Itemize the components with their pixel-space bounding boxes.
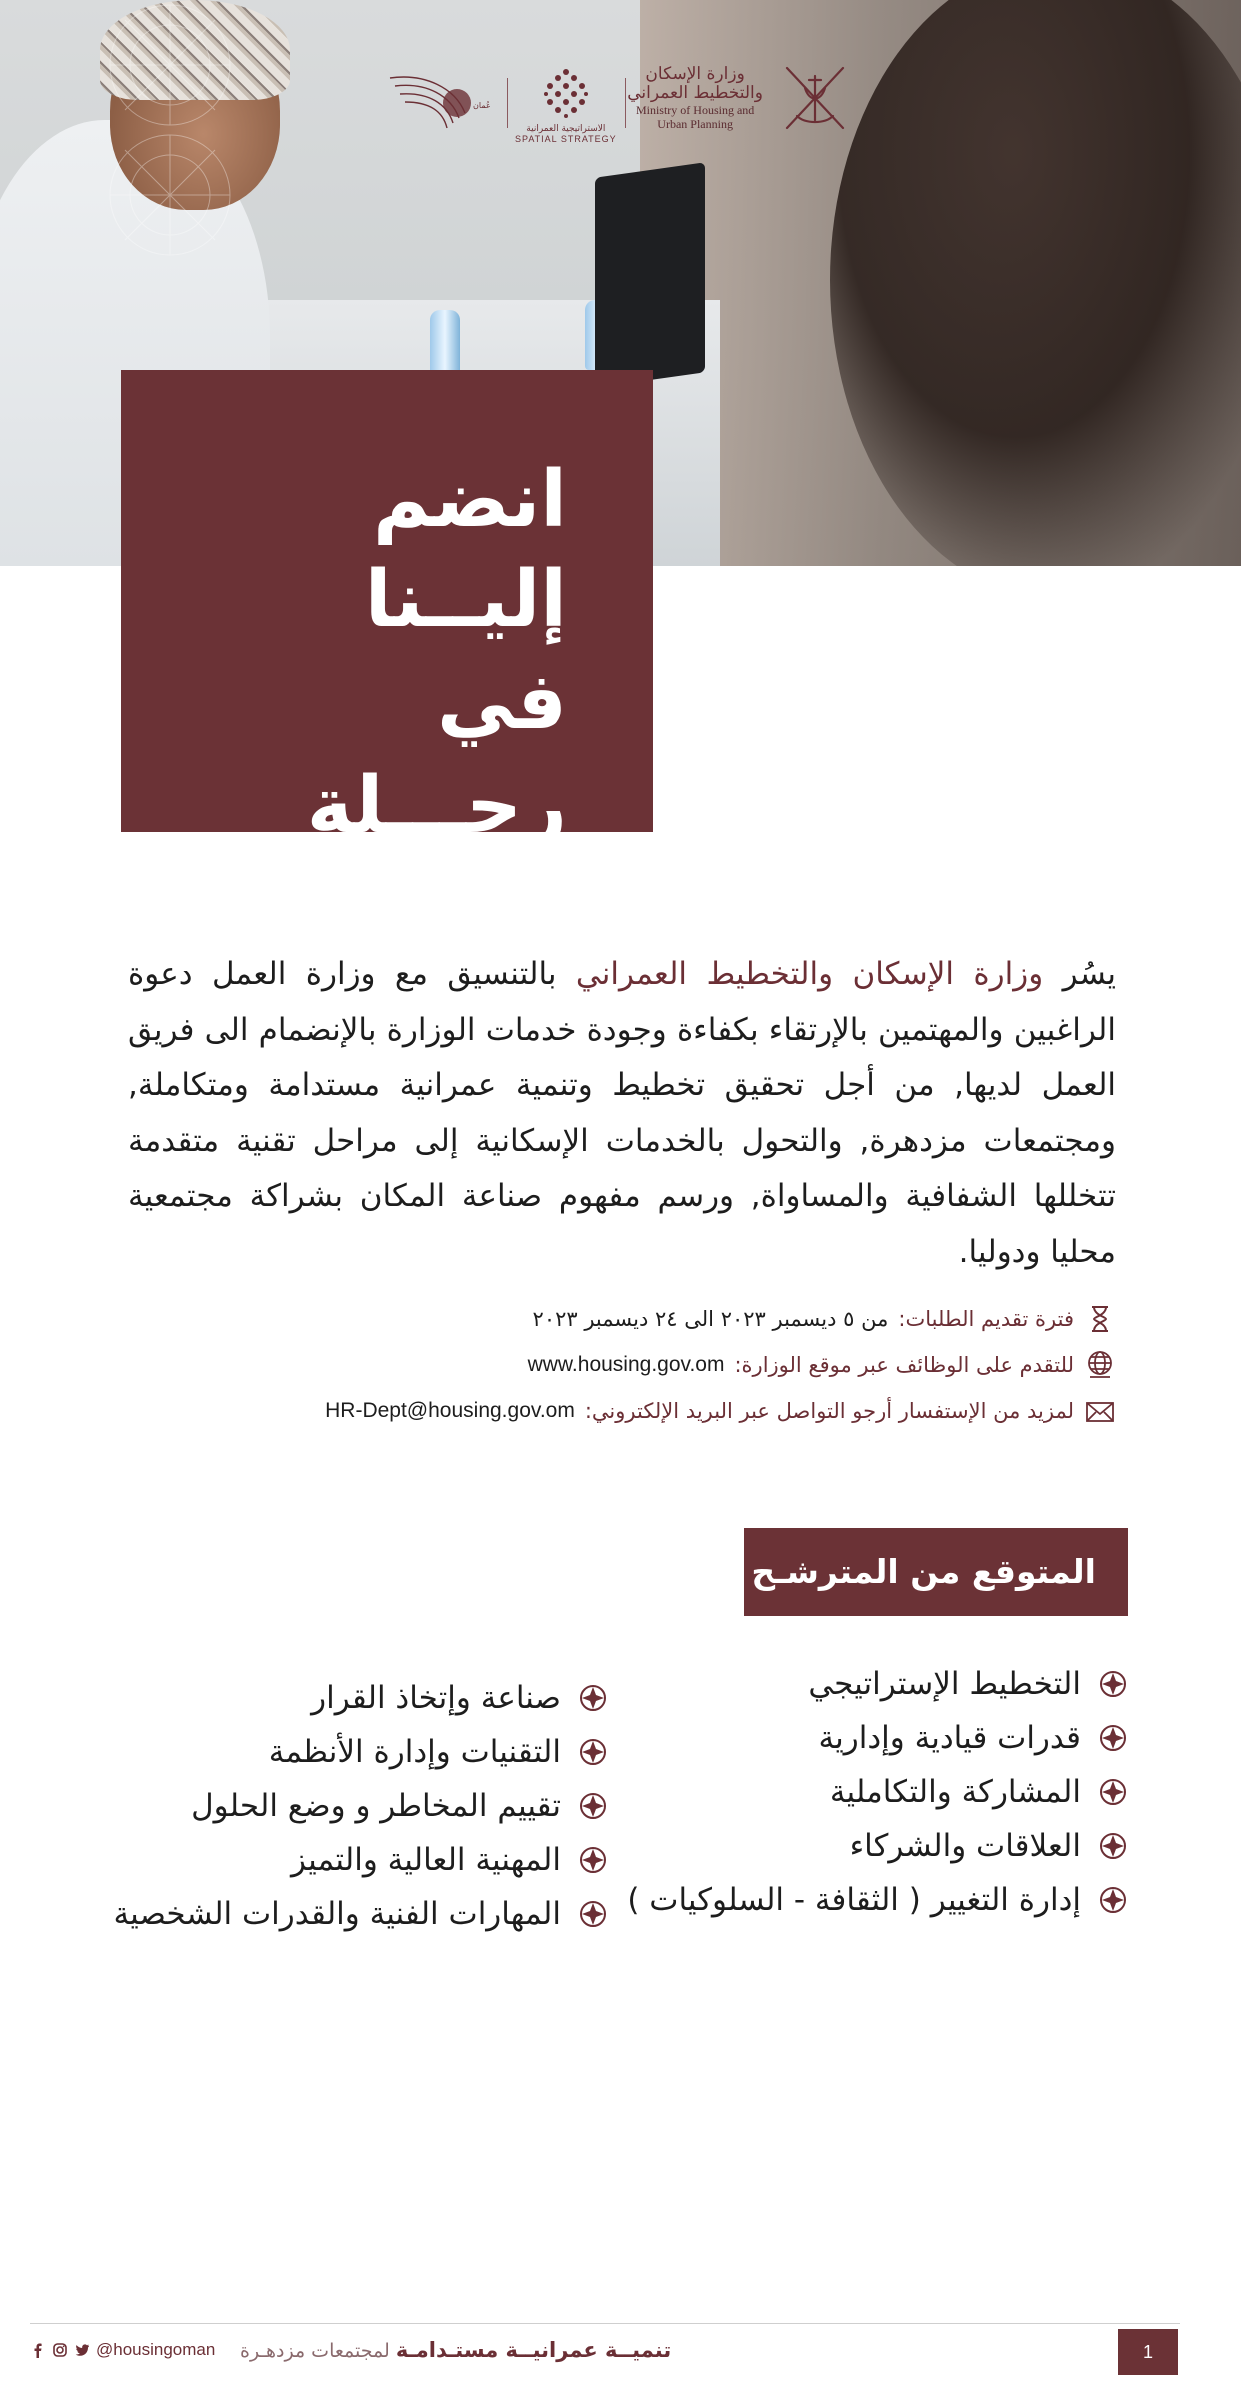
website-label: للتقدم على الوظائف عبر موقع الوزارة: [734,1353,1074,1377]
list-item [627,1819,1127,1873]
logo-divider [507,78,508,128]
list-item [114,1725,607,1779]
ornament-bullet-icon [579,1684,607,1712]
ornament-bullet-icon [1099,1670,1127,1698]
list-item-text: العلاقات والشركاء [849,1828,1081,1864]
list-item [114,1779,607,1833]
spatial-strategy-logo [515,66,617,144]
ministry-name-ar-2: والتخطيط العمراني [627,83,763,104]
footer-tagline-light: لمجتمعات مزدهـرة [240,2340,396,2362]
geometric-pattern [105,0,235,260]
list-item [114,1887,607,1941]
expected-heading: المتوقع من المترشـح [744,1528,1128,1616]
envelope-icon [1084,1395,1116,1427]
intro-paragraph [128,947,1116,1280]
expected-list-left [114,1671,607,1941]
svg-text:عُمان: عُمان [473,101,491,110]
hourglass-icon [1084,1303,1116,1335]
blurred-person [830,0,1241,566]
logo-divider [625,78,626,128]
footer-divider [30,2323,1180,2324]
computer-monitor [595,162,705,387]
list-item-text: إدارة التغيير ( الثقافة - السلوكيات ) [627,1882,1081,1918]
ornament-bullet-icon [579,1846,607,1874]
spatial-logo-ar: الاستراتيجية العمرانية [526,124,606,134]
expected-list-right [627,1657,1127,1927]
list-item [627,1765,1127,1819]
email-link[interactable]: HR-Dept@housing.gov.om [325,1399,575,1422]
instagram-icon[interactable] [52,2342,68,2358]
spatial-logo-en: SPATIAL STRATEGY [515,134,617,144]
ornament-bullet-icon [579,1900,607,1928]
list-item [627,1873,1127,1927]
hero-title-line-1: انضم إليــنا [364,455,567,645]
ornament-bullet-icon [579,1792,607,1820]
ministry-logo [627,58,855,138]
email-line [300,1388,1116,1434]
list-item-text: التخطيط الإستراتيجي [808,1666,1081,1702]
ministry-name-en-1: Ministry of Housing and [635,102,755,117]
application-info [300,1296,1116,1434]
email-label: لمزيد من الإستفسار أرجو التواصل عبر البريد الإلكتروني: [584,1399,1074,1423]
ornament-bullet-icon [1099,1886,1127,1914]
intro-part-2: بالتنسيق مع وزارة العمل دعوة الراغبين والمهتمين بالإرتقاء بكفاءة وجودة خدمات الوزارة بالإنضمام الى فريق العمل لديها, من أجل تحقيق تخطيط وتنمية عمرانية مستدامة ومتكاملة, ومجتمعات مزدهرة, والتحول بالخدمات الإسكانية إلى مراحل تقنية متقدمة تتخللها الشفافية والمساواة, ورسم مفهوم صناعة المكان بشراكة مجتمعية محليا ودوليا. [128,956,1116,1270]
spatial-dots-icon [540,66,592,118]
hero-title-line-2: في رحـــلة [306,657,567,851]
ornament-bullet-icon [1099,1724,1127,1752]
list-item [114,1671,607,1725]
list-item-text: التقنيات وإدارة الأنظمة [268,1734,561,1770]
website-link[interactable]: www.housing.gov.om [527,1353,725,1376]
footer-tagline [240,2338,671,2362]
ministry-highlight: وزارة الإسكان والتخطيط العمراني [575,956,1044,992]
website-line [300,1342,1116,1388]
application-period-value: من ٥ ديسمبر ٢٠٢٣ الى ٢٤ ديسمبر ٢٠٢٣ [532,1307,889,1331]
application-period-line [300,1296,1116,1342]
list-item [114,1833,607,1887]
facebook-icon[interactable] [30,2342,46,2358]
ministry-name-en-2: Urban Planning [657,116,733,131]
ornament-bullet-icon [1099,1778,1127,1806]
hero-title-box [121,370,653,935]
ministry-logo-text [627,65,763,132]
oman-emblem-icon [775,58,855,138]
list-item-text: تقييم المخاطر و وضع الحلول [191,1788,561,1824]
hero-title-line-3: التحـول الشـامل [189,870,567,935]
intro-part-1: يسُر [1043,956,1116,992]
social-handle[interactable]: @housingoman [96,2340,216,2359]
list-item-text: صناعة وإتخاذ القرار [311,1680,561,1716]
application-period-label: فترة تقديم الطلبات: [898,1307,1074,1331]
oman-vision-logo [385,68,500,138]
page-number: 1 [1118,2329,1178,2375]
list-item-text: قدرات قيادية وإدارية [818,1720,1081,1756]
list-item-text: المشاركة والتكاملية [829,1774,1081,1810]
list-item [627,1711,1127,1765]
list-item-text: المهنية العالية والتميز [291,1842,561,1878]
ministry-name-ar-1: وزارة الإسكان [645,63,745,84]
social-links [30,2340,215,2360]
list-item [627,1657,1127,1711]
list-item-text: المهارات الفنية والقدرات الشخصية [113,1896,561,1932]
ornament-bullet-icon [579,1738,607,1766]
footer-tagline-bold: تنميــة عمرانيــة مستـدامـة [395,2338,672,2362]
logo-bar [385,58,855,158]
globe-icon [1084,1349,1116,1381]
ornament-bullet-icon [1099,1832,1127,1860]
twitter-icon[interactable] [74,2342,90,2358]
